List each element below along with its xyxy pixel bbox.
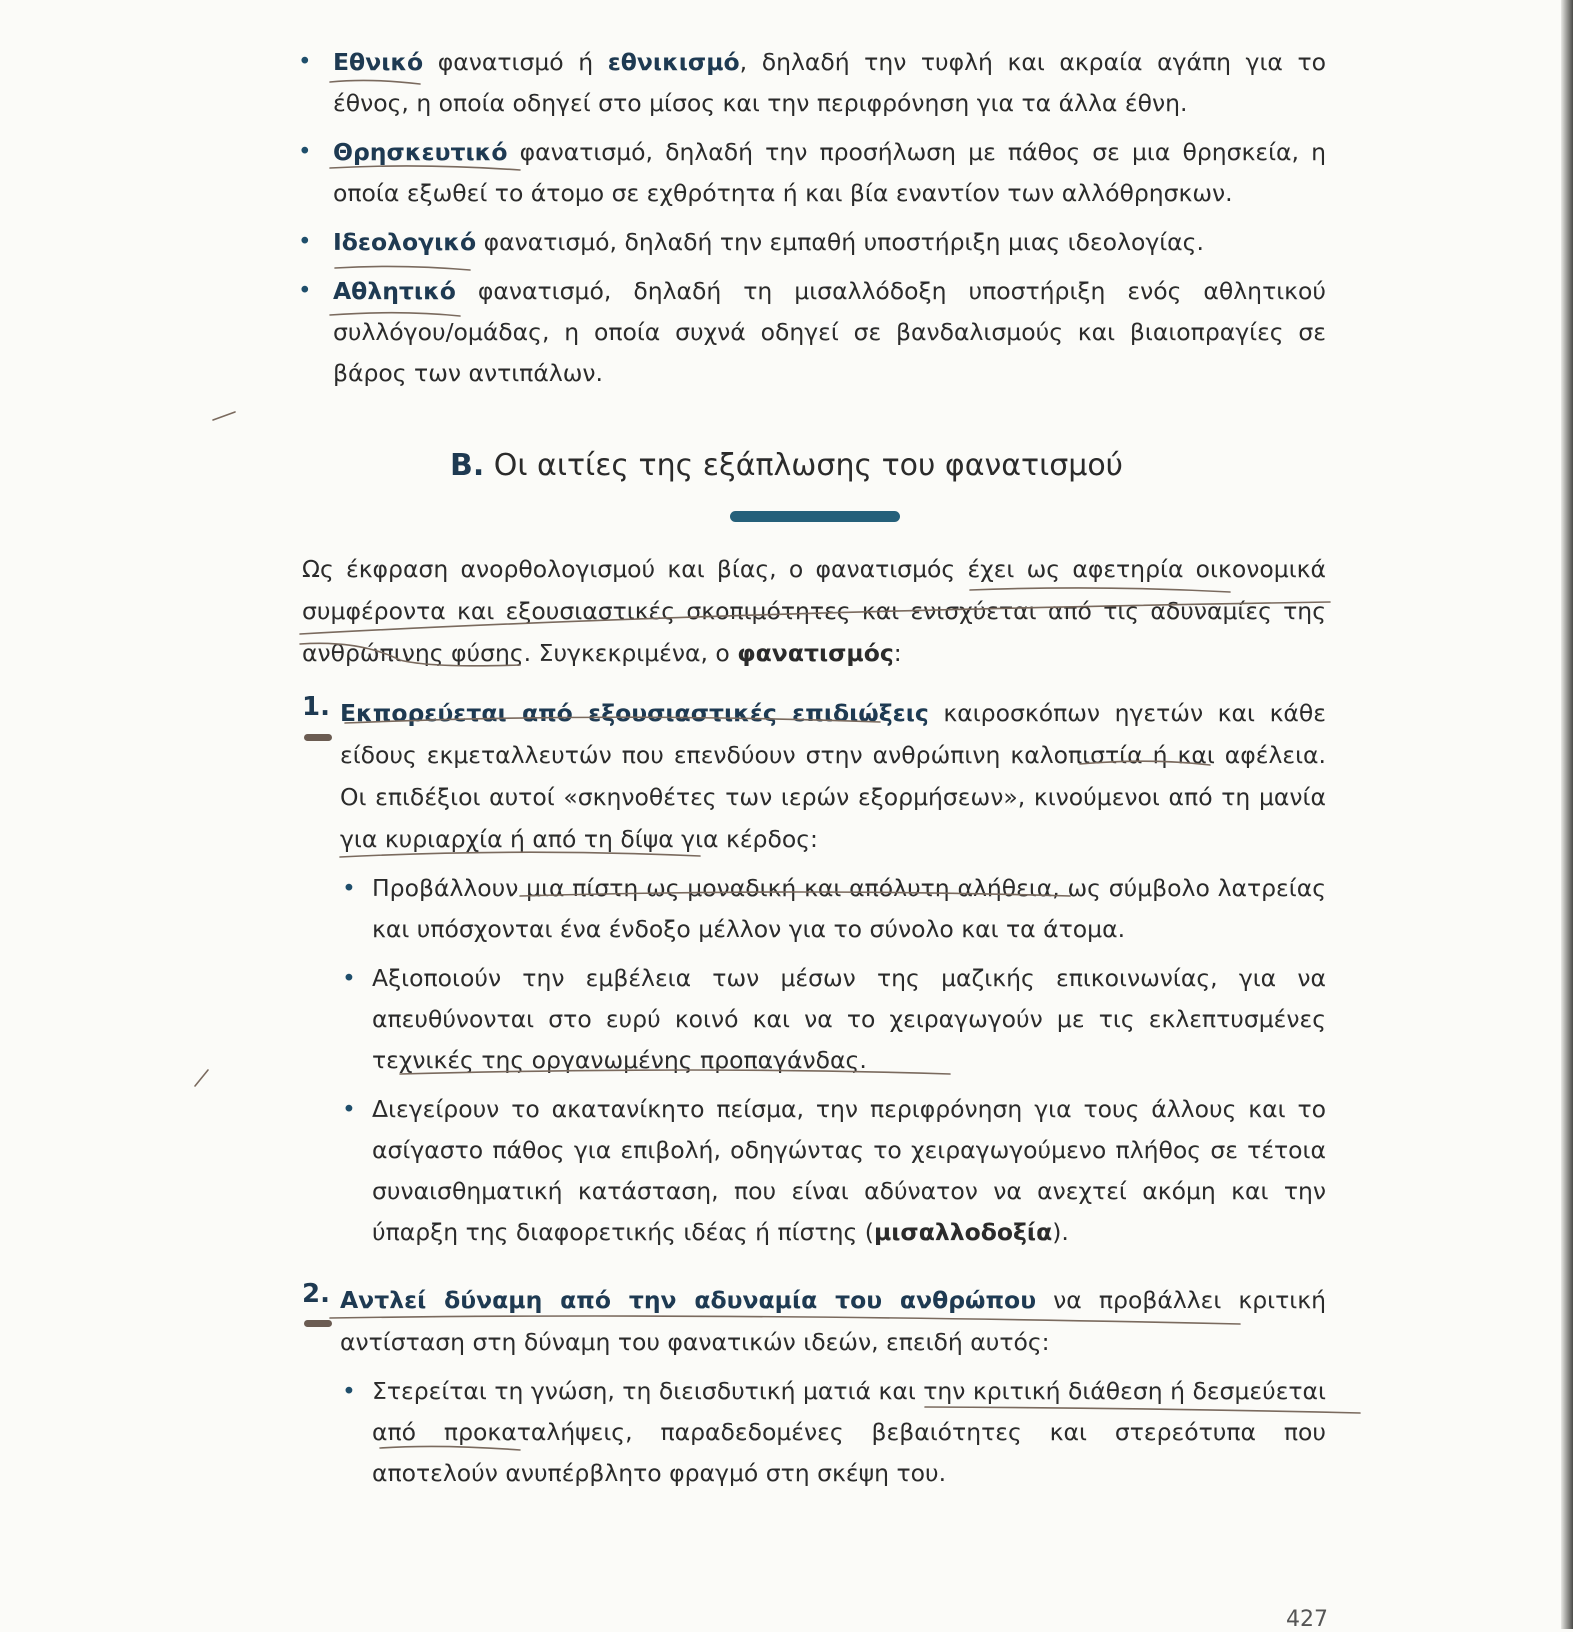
bullet-icon: • bbox=[342, 964, 356, 992]
pencil-underline bbox=[330, 1316, 1240, 1324]
term-religious: Θρησκευτικό bbox=[333, 138, 508, 166]
bold-term: μισαλλοδοξία bbox=[873, 1218, 1053, 1246]
intro-text: Ως έκφραση ανορθολογισμού και βίας, ο φανατισμός έχει ως αφετηρία οικονομικά συμφέροντα και εξουσιαστικές σκοπιμότητες και ενισχύεται από τις αδυναμίες της ανθρώπινης φύσης. Συγκεκριμένα, ο bbox=[302, 555, 1326, 667]
pencil-underline bbox=[340, 852, 700, 857]
term-nationalism: εθνικισμό bbox=[607, 48, 740, 76]
section-letter: Β. bbox=[449, 448, 485, 483]
bullet-icon: • bbox=[342, 874, 356, 902]
item-text: Διεγείρουν το ακατανίκητο πείσμα, την περιφρόνηση για τους άλλους και το ασίγαστο πάθος για επιβολή, οδηγώντας το χειραγωγούμενο πλήθος σε τέτοια συναισθηματική κατάσταση, που είναι αδύνατον να ανεχτεί ακόμη και την ύπαρξη της διαφορετικής ιδέας ή πίστης ( bbox=[372, 1095, 1326, 1246]
item-text: φανατισμό, δηλαδή την προσήλωση με πάθος σε μια θρησκεία, η οποία εξωθεί το άτομο σε εχθρότητα ή και βία εναντίον των αλλόθρησκων. bbox=[333, 138, 1326, 207]
pencil-dash-mark bbox=[304, 734, 332, 741]
item-text: φανατισμό ή bbox=[423, 48, 608, 76]
intro-bold-term: φανατισμός bbox=[737, 639, 894, 667]
item-text: , δηλαδή την τυφλή και ακραία αγάπη για το έθνος, η οποία οδηγεί στο μίσος και την περιφρόνηση για τα άλλα έθνη. bbox=[333, 48, 1326, 117]
point-text: καιροσκόπων ηγετών και κάθε είδους εκμεταλλευτών που επενδύουν στην ανθρώπινη καλοπιστία ή και αφέλεια. Οι επιδέξιοι αυτοί «σκηνοθέτες των ιερών εξορμήσεων», κινούμενοι από τη μανία για κυριαρχία ή από τη δίψα για κέρδος: bbox=[340, 699, 1326, 853]
point-heading: Εκπορεύεται από εξουσιαστικές επιδιώξεις bbox=[340, 699, 929, 727]
bullet-icon: • bbox=[298, 278, 312, 304]
pencil-underline bbox=[330, 166, 520, 170]
point-number: 2. bbox=[302, 1279, 330, 1309]
bullet-icon: • bbox=[298, 229, 312, 255]
item-text: Προβάλλουν μια πίστη ως μοναδική και απόλυτη αλήθεια, ως σύμβολο λατρείας και υπόσχονται ένα ένδοξο μέλλον για το σύνολο και τα άτομα. bbox=[372, 874, 1326, 943]
margin-tick bbox=[213, 412, 235, 420]
bullet-icon: • bbox=[342, 1095, 356, 1123]
item-text: φανατισμό, δηλαδή την εμπαθή υποστήριξη μιας ιδεολογίας. bbox=[476, 228, 1204, 256]
page-edge-shadow bbox=[1561, 0, 1573, 1629]
pencil-underline bbox=[345, 717, 880, 723]
item-end: ). bbox=[1052, 1218, 1069, 1246]
pencil-underline bbox=[330, 313, 460, 316]
pencil-underline bbox=[380, 1446, 520, 1450]
item-text: Στερείται τη γνώση, τη διεισδυτική ματιά και την κριτική διάθεση ή δεσμεύεται από προκαταλήψεις, παραδεδομένες βεβαιότητες και στερεότυπα που αποτελούν ανυπέρβλητο φραγμό στη σκέψη του. bbox=[372, 1377, 1326, 1487]
intro-end: : bbox=[893, 639, 902, 667]
pencil-underline bbox=[335, 266, 470, 270]
pencil-underline bbox=[330, 80, 420, 84]
pencil-underline bbox=[300, 602, 1330, 634]
term-national: Εθνικό bbox=[333, 48, 424, 76]
term-ideological: Ιδεολογικό bbox=[333, 228, 477, 256]
page-number: 427 bbox=[1286, 1607, 1328, 1632]
section-title-text: Οι αιτίες της εξάπλωσης του φανατισμού bbox=[484, 448, 1124, 483]
item-text: φανατισμό, δηλαδή τη μισαλλόδοξη υποστήριξη ενός αθλητικού συλλόγου/ομάδας, η οποία συχνά οδηγεί σε βανδαλισμούς και βιαιοπραγίες σε βάρος των αντιπάλων. bbox=[333, 277, 1326, 387]
bullet-icon: • bbox=[298, 49, 312, 75]
pencil-underline bbox=[1080, 761, 1210, 765]
term-athletic: Αθλητικό bbox=[333, 277, 456, 305]
pencil-underline bbox=[300, 643, 520, 665]
pencil-underline bbox=[925, 1407, 1360, 1413]
pencil-underline bbox=[400, 1070, 950, 1074]
point-heading: Αντλεί δύναμη από την αδυναμία του ανθρώπου bbox=[340, 1286, 1037, 1314]
pencil-underline bbox=[970, 588, 1230, 592]
pencil-underline bbox=[520, 892, 1070, 896]
bullet-icon: • bbox=[298, 139, 312, 165]
item-text: Αξιοποιούν την εμβέλεια των μέσων της μαζικής επικοινωνίας, για να απευθύνονται στο ευρύ κοινό και να το χειραγωγούν με τις εκλεπτυσμένες τεχνικές της οργανωμένης προπαγάνδας. bbox=[372, 964, 1326, 1074]
bullet-icon: • bbox=[342, 1377, 356, 1405]
margin-tick bbox=[195, 1070, 208, 1086]
point-text: να προβάλλει κριτική αντίσταση στη δύναμη του φανατικών ιδεών, επειδή αυτός: bbox=[340, 1286, 1326, 1356]
pencil-dash-mark bbox=[304, 1320, 332, 1327]
point-number: 1. bbox=[302, 692, 330, 722]
